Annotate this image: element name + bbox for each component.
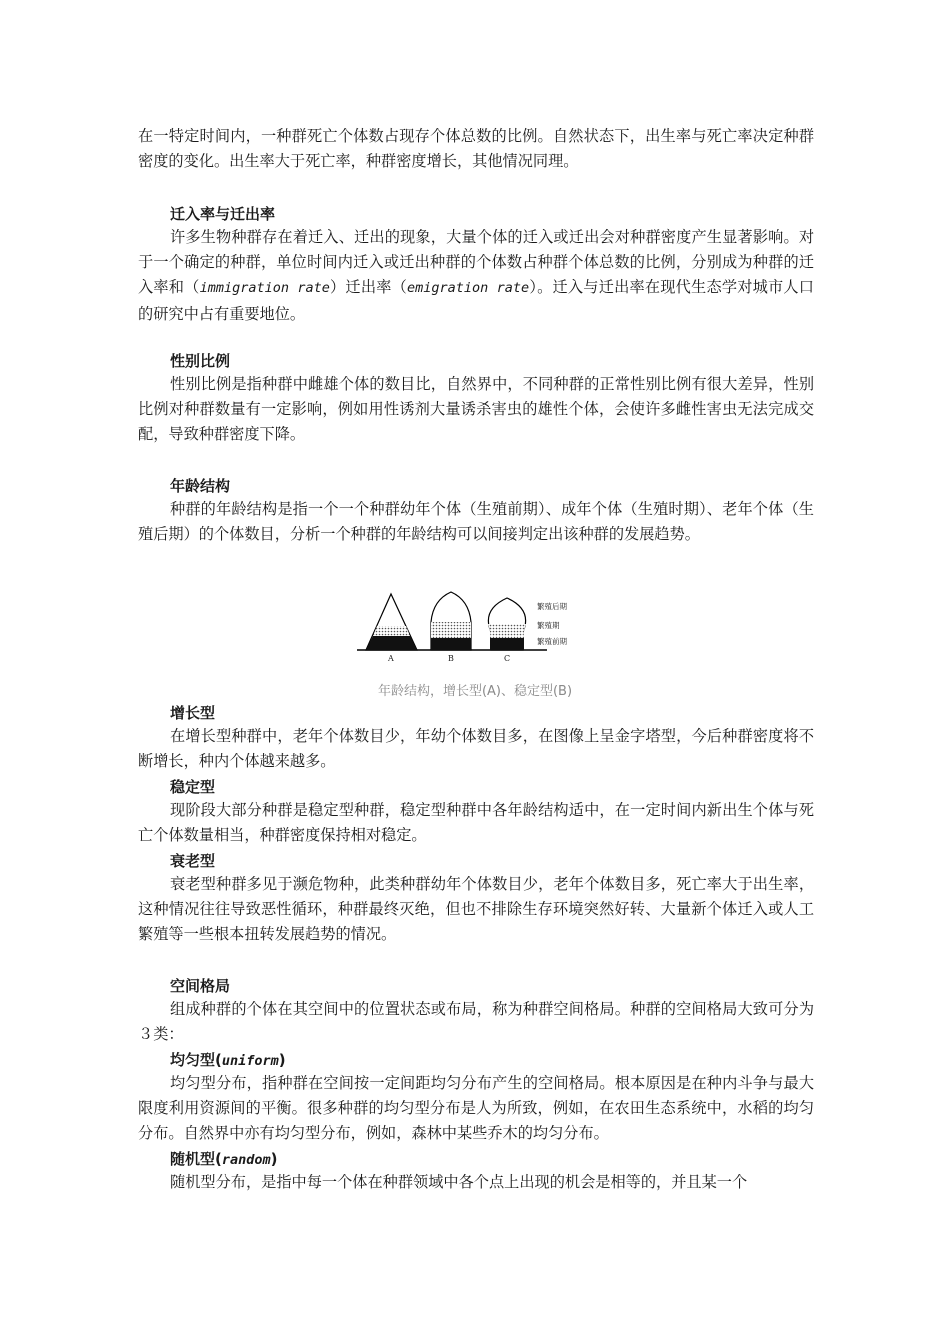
sex-ratio-heading: 性别比例 bbox=[170, 352, 231, 370]
random-heading-close: ) bbox=[270, 1150, 278, 1168]
migration-text-a: 许多生物种群存在着迁入、迁出的现象，大量个体的迁入或迁出会对种群密度产生显著影响。对于一个确定的种群，单位时间内迁入或迁出种群的个体数占种群个体总数的比例，分别成为种群的迁入率和（ bbox=[138, 228, 814, 297]
migration-text-c: ）。迁入与迁出率在现代生态学对城市人口的研究中占有重要地位。 bbox=[138, 278, 814, 323]
pyramid-a-shape bbox=[366, 594, 417, 650]
age-structure-paragraph: 种群的年龄结构是指一个一个种群幼年个体（生殖前期）、成年个体（生殖时期）、老年个体（生殖后期）的个体数目，分析一个种群的年龄结构可以间接判定出该种群的发展趋势。 bbox=[138, 500, 814, 544]
urn-c-shape bbox=[488, 598, 526, 650]
random-heading bbox=[170, 1148, 278, 1171]
uniform-paragraph: 均匀型分布，指种群在空间按一定间距均匀分布产生的空间格局。根本原因是在种内斗争与最大限度利用资源间的平衡。很多种群的均匀型分布是人为所致，例如，在农田生态系统中，水稻的均匀分布。自然界中亦有均匀型分布，例如，森林中某些乔木的均匀分布。 bbox=[138, 1074, 814, 1143]
age-structure-heading: 年龄结构 bbox=[170, 477, 231, 495]
stable-heading: 稳定型 bbox=[170, 778, 216, 796]
uniform-term: uniform bbox=[221, 1053, 279, 1069]
spatial-paragraph: 组成种群的个体在其空间中的位置状态或布局，称为种群空间格局。种群的空间格局大致可分为３类： bbox=[138, 1000, 814, 1044]
shape-label-a: A bbox=[388, 654, 394, 663]
sex-ratio-paragraph: 性别比例是指种群中雌雄个体的数目比，自然界中，不同种群的正常性别比例有很大差异，性别比例对种群数量有一定影响，例如用性诱剂大量诱杀害虫的雄性个体，会使许多雌性害虫无法完成交配，导致种群密度下降。 bbox=[138, 375, 814, 444]
bell-b-shape bbox=[431, 592, 471, 650]
uniform-heading bbox=[170, 1049, 286, 1072]
migration-heading: 迁入率与迁出率 bbox=[170, 205, 276, 223]
uniform-heading-label: 均匀型( bbox=[170, 1051, 222, 1069]
random-paragraph: 随机型分布，是指中每一个体在种群领域中各个点上出现的机会是相等的，并且某一个 bbox=[170, 1173, 748, 1191]
figure-caption: 年龄结构，增长型(A)、稳定型(B) bbox=[377, 684, 573, 699]
growth-paragraph: 在增长型种群中，老年个体数目少，年幼个体数目多，在图像上呈金字塔型，今后种群密度将不断增长，种内个体越来越多。 bbox=[138, 727, 814, 771]
random-term: random bbox=[221, 1152, 271, 1168]
label-post-reproductive: 繁殖后期 bbox=[537, 602, 567, 611]
age-structure-figure bbox=[357, 588, 587, 666]
label-pre-reproductive: 繁殖前期 bbox=[537, 637, 567, 646]
immigration-term: immigration rate bbox=[199, 280, 330, 297]
spatial-heading: 空间格局 bbox=[170, 977, 231, 995]
migration-paragraph bbox=[138, 225, 814, 327]
intro-paragraph: 在一特定时间内，一种群死亡个体数占现存个体总数的比例。自然状态下，出生率与死亡率决定种群密度的变化。出生率大于死亡率，种群密度增长，其他情况同理。 bbox=[138, 127, 814, 171]
uniform-heading-close: ) bbox=[278, 1051, 286, 1069]
decline-heading: 衰老型 bbox=[170, 852, 216, 870]
decline-paragraph: 衰老型种群多见于濒危物种，此类种群幼年个体数目少，老年个体数目多，死亡率大于出生率，这种情况往往导致恶性循环，种群最终灭绝，但也不排除生存环境突然好转、大量新个体迁入或人工繁殖等一些根本扭转发展趋势的情况。 bbox=[138, 875, 814, 944]
growth-heading: 增长型 bbox=[170, 704, 216, 722]
shape-label-c: C bbox=[504, 654, 511, 663]
migration-text-b: ）迁出率（ bbox=[329, 278, 407, 297]
emigration-term: emigration rate bbox=[407, 280, 530, 297]
random-heading-label: 随机型( bbox=[170, 1150, 222, 1168]
shape-label-b: B bbox=[448, 654, 454, 663]
stable-paragraph: 现阶段大部分种群是稳定型种群，稳定型种群中各年龄结构适中，在一定时间内新出生个体与死亡个体数量相当，种群密度保持相对稳定。 bbox=[138, 801, 814, 845]
label-reproductive: 繁殖期 bbox=[537, 621, 560, 630]
